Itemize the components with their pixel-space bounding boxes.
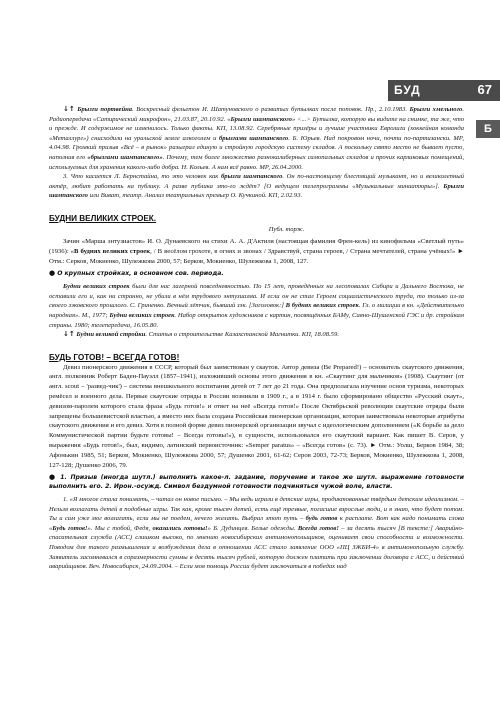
page-content — [49, 105, 464, 572]
headword-highlight: Будь готов! — [52, 524, 88, 532]
headword-highlight: Брызги шампанского — [230, 115, 292, 123]
rich-text — [49, 496, 464, 570]
headword-highlight: Брызги портвейна — [77, 106, 133, 113]
text-run: . Радиопередача «Сатирический микрофон», 21.03.87, 20.10.92. « — [49, 106, 464, 123]
text-run: были для нас лагерной повседневностью. По 15 лет, проведённых на лесоповалах Сибири и Дальнего Востока, не оставили его и, как ни странно, не убили в нём трудового энтузиазма. И если он не стал Героем социалистического труда, то только из-за своего зэковского прошлого. С. Гриненко. Вечный лётчик, бывший зэк. [Заголовок:] — [49, 283, 464, 310]
text-run: . Воскресный фельетон И. Шатуновского о развитых бутылках после поповок. Пр., 2.10.1983. — [132, 106, 410, 113]
headword-highlight: «брызгами шампанского» — [87, 153, 163, 161]
text-run: . Набор открыток художников с картин, посвящённых БАМу, Саяно-Шушенской ГЭС и др. стройкам страны. 1980; телепередача, 16.05.80. — [49, 311, 464, 329]
text-run: . Статья о строительстве Казахстанской Магнитки. КП, 18.08.59. — [145, 331, 339, 339]
usage-block-1 — [49, 105, 464, 172]
headword-highlight: Брызги шампанского — [49, 182, 464, 200]
text-run: или Виват, театр. Анализ театральных премьер О. Кучкиной. КП, 2.02.93. — [87, 192, 303, 200]
quote-symbol: ↓↑ — [63, 330, 75, 339]
page-number: 67 — [477, 82, 492, 97]
sense-bullet-icon: ● — [49, 473, 57, 482]
text-run: . Гл. о милиции в кн. «Действительно народная». М., 1977; — [49, 302, 464, 319]
usage-block-2 — [49, 172, 464, 201]
headword-highlight: Брызги хмельного — [409, 106, 463, 113]
quote-symbol: ↓↑ — [63, 105, 75, 113]
text-run: » Б. Дудинцев. Белые одежды. — [207, 524, 298, 532]
headword-highlight: В буднях великих строек — [285, 302, 359, 310]
usage-examples — [49, 495, 464, 572]
text-run: 3. Что касается Л. Бернстайна, то это человек как — [63, 173, 221, 181]
sense-text: 1. Призыв (иногда шутл.) выполнить какое-л. задание, поручение и такое же шутл. выражение готовности выполнить его. 2. Ирон.-осужд. Символ бездумной готовности подчиняться чужой воле, власти. — [49, 474, 464, 491]
text-run: » <...> Бутылка, которую вы видите на снимке, та же, что и прежде. И содержимое не изменилось. Только факты. КП, 13.08.92. Серебряные призёры и лучшие участники Евролиги (хоккейная команда «Металлург») снисходили на уральской земле алкоголем и — [49, 115, 464, 142]
headword-highlight: Всегда готов! — [297, 524, 339, 532]
text-run: . Почему, тем более множество разнокалиберных самопальных складов и прочих карликовых помещений, используемых для хранения какого-либо добра. Н. Кольев. А нам всё равно. МР, 26.04.2000. — [49, 153, 464, 171]
rich-text — [76, 331, 339, 338]
entry-origin: Девиз пионерского движения в СССР, который был заимствован у скаутов. Автор девиза (Be Prepared!) – основатель скаутского движения, англ. полковник Роберт Баден-Пауэлл (1857–1941), изложивший основы этого движения в кн. «Скаутинг для мальчиков» (1908). Скаутинг (от англ. scout – 'развед-чик') – система внешкольного воспитания детей от 7 лет до 21 года. Она предполагала изучение основ туризма, некоторых ремёсел и военного дела. Первые скаутские отряды в России возникли в 1909 г., а в 1914 г. было сформировано общество «Русский скаут», девизом-паролем которого стала фраза «Будь готов!» и ответ на неё «Всегда готов!» После Октябрьской революции скаутские отряды были запрещены большевистской властью, а вместо них была создана Российская пионерская организация, которая заимствовала некоторые атрибуты скаутского движения и его девиз. Хотя в полной форме девиз пионерской организации звучал с идеологическим дополнением («К борьбе за дело Коммунистической партии будьте готовы! – Всегда готовы!»), в сущности, использовался его скаутский вариант. Как пишет В. Серов, у выражения «Будь готов!», был, видимо, латинский первоисточник: «Semper paratus» – «Всегда готов» (с. 73). ► Отм.: Уолш, Берков 1984, 38; Афонькин 1985, 51; Берков, Мокиенко, Шулежкова 2000, 57; Душенко 2001, 61-62; Серов 2003, 72-73; Берков, Мокиенко, Шулежкова 1, 2008, 127-128; Душенко 2006, 79. — [49, 363, 464, 469]
text-run: . Б. Юрьев. Над покровом ночи, почти по-партизански. МР, 4.04.98. Громкий призыв «Всё – в рынок» разыграл единую и стройную городскую систему складов. А поскольку свято место не бывает пусто, наполнив его — [49, 134, 464, 161]
text-run: . Он по-настоящему блестящий музыкант, но и великолепный актёр, любит работать на публику. А разве публика это-го ждёт? [О ведущем телепрограммы «Музыкальные миниатюры»]. — [49, 173, 464, 190]
sense-bullet-icon: ● — [49, 269, 56, 278]
headword-highlight: Будни великой стройки — [76, 331, 146, 339]
entry-title-bud-gotov: БУДЬ ГОТОВ! – ВСЕГДА ГОТОВ! — [49, 352, 180, 362]
section-thumb-tab: Б — [476, 120, 500, 138]
text-run: ». Мы с тобой, Федя, — [87, 524, 153, 532]
rich-text — [49, 106, 464, 171]
headword-highlight: Будни великих строек — [109, 311, 175, 319]
usage-variant — [49, 330, 464, 340]
headword-highlight: оказались готовы! — [152, 524, 208, 532]
sense-definition — [49, 473, 464, 492]
entry-title-budni: БУДНИ ВЕЛИКИХ СТРОЕК. — [49, 213, 157, 223]
sense-text: О крупных стройках, в основном сов. периода. — [57, 270, 224, 278]
rich-text — [49, 283, 464, 328]
text-run: к расплате. Вот как надо понимать слова « — [49, 515, 465, 532]
rich-text — [49, 238, 464, 265]
rich-text — [49, 173, 464, 199]
running-head — [388, 80, 500, 101]
running-headword: БУД — [394, 83, 421, 97]
headword-highlight: брызги шампанского — [220, 173, 283, 181]
headword-highlight: будь готов — [305, 515, 338, 523]
entry-origin — [49, 237, 464, 266]
text-run: – за десять тысяч [В тексте:] Аварийно-спасательная служба (АСС) слишком высоко, по мнению новосибирских антимонопольщиков, оценивает свои способности и возможности. Поводом для такого размышления и возбуждения дела в отношении АСС стало заявление ООО «ПЦ ЗЖБИ-4» в антимонопольную службу. Заявитель засомневался в соразмерности суммы в десять тысяч рублей, которую должен платить при заключении договора с АСС, и действий аварийщиков. Веч. Новосибирск, 24.09.2004. – Если моя помощь России будет заключаться в победах над — [49, 524, 464, 571]
entry-style-label: Публ. торж. — [268, 225, 305, 233]
headword-highlight: Будни великих строек — [63, 283, 130, 291]
text-run: Зачин «Марша энтузиастов» И. О. Дунаевского на стихи А. А. Д'Актиля (настоящая фамилия Френ-кель) из кинофильма «Светлый путь» (1936): « — [49, 237, 464, 255]
headword-highlight: В буднях великих строек — [74, 247, 151, 255]
usage-examples — [49, 282, 464, 330]
text-run: , / В весёлом грохоте, в огнях и звонах / Здравствуй, страна героев, / Страна мечтателей, страна учёных!» ► Отм.: Серков, Мокиенко, Шулежкова 2000, 57; Берков, Мокиенко, Шулежкова 1, 2008, 127. — [49, 247, 465, 265]
headword-highlight: брызгами шампанского — [218, 134, 289, 142]
sense-definition — [49, 269, 464, 279]
text-run: 1. «Я многое стала понимать, – читал он новое письмо. – Мы ведь играли в детские игры, продиктованные твёрдым детским идеализмом. – Нельзя возлагать детей в подобные игры. Так как, кроме тысяч детей, есть ещё трезвые, погасшие взрослые люди, и я знаю, что будет потом. Ты и сам уже мог возлагать, если мы не поедем, нечего желать. Выбрал этот путь – — [49, 496, 464, 523]
